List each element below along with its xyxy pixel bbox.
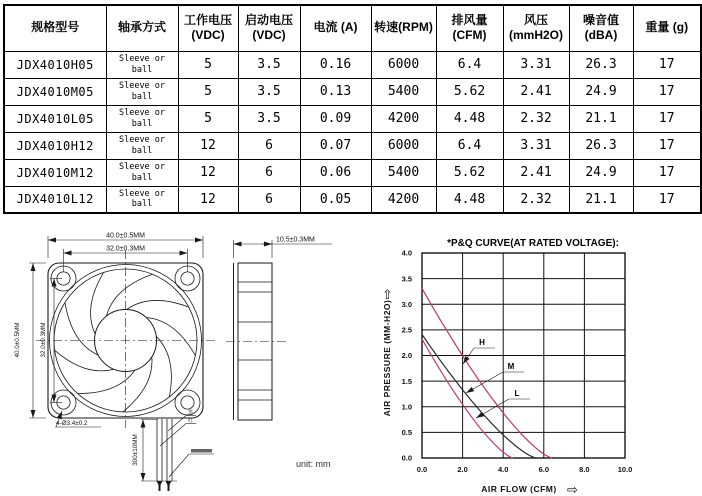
svg-text:4.0: 4.0 <box>497 465 509 474</box>
col-header: 规格型号 <box>4 5 106 51</box>
table-cell: 5400 <box>371 78 436 105</box>
dim-hole-spacing-h: 32.0±0.3MM <box>106 245 145 253</box>
svg-text:2.0: 2.0 <box>457 465 468 474</box>
table-cell: 3.31 <box>503 51 569 78</box>
table-cell: JDX4010M05 <box>4 78 106 105</box>
wire-label-1: 黑 <box>188 410 194 416</box>
table-cell: 3.31 <box>503 132 569 159</box>
curve-label-H: H <box>479 338 485 347</box>
table-cell: 2.32 <box>503 186 569 213</box>
table-cell: 5400 <box>371 159 436 186</box>
table-row <box>4 51 701 78</box>
curve-L <box>422 339 513 458</box>
technical-drawing-and-chart <box>0 225 702 496</box>
table-cell: JDX4010L12 <box>4 186 106 213</box>
table-cell: 6.4 <box>436 51 503 78</box>
table-cell: JDX4010M12 <box>4 159 106 186</box>
table-cell: 17 <box>633 159 701 186</box>
table-cell: 12 <box>178 159 238 186</box>
col-header: 重量 (g) <box>633 5 701 51</box>
wire-label-2: 红 <box>188 418 194 424</box>
table-cell: Sleeve or ball <box>106 51 178 78</box>
table-header-row <box>4 5 701 51</box>
table-cell: 21.1 <box>569 105 633 132</box>
dim-thickness: 10.5±0.3MM <box>276 236 315 244</box>
table-cell: 0.07 <box>300 132 371 159</box>
pressure-arrow-icon: ⇧ <box>382 287 393 302</box>
table-cell: 0.16 <box>300 51 371 78</box>
curve-label-L: L <box>514 389 520 398</box>
table-cell: 5 <box>178 78 238 105</box>
table-cell: 0.05 <box>300 186 371 213</box>
tiny-note <box>191 449 212 453</box>
x-axis-label: AIR FLOW (CFM) <box>481 484 557 494</box>
svg-text:0.0: 0.0 <box>401 453 412 463</box>
table-cell: 3.5 <box>238 78 300 105</box>
table-cell: 12 <box>178 186 238 213</box>
table-cell: 2.41 <box>503 159 569 186</box>
table-cell: 6000 <box>371 51 436 78</box>
table-cell: 21.1 <box>569 186 633 213</box>
dim-mounting-holes: 4-Ø3.4±0.2 <box>56 420 88 427</box>
table-cell: 5 <box>178 105 238 132</box>
svg-text:0.0: 0.0 <box>416 465 428 474</box>
table-cell: 6 <box>238 186 300 213</box>
table-cell: 5.62 <box>436 159 503 186</box>
dim-wire-length: 300±10MM <box>132 434 139 466</box>
table-cell: 6 <box>238 159 300 186</box>
col-header: 电流 (A) <box>300 5 371 51</box>
table-cell: 17 <box>633 51 701 78</box>
dim-hole-spacing-v: 32.0±0.3MM <box>40 322 47 358</box>
airflow-arrow-icon: ⇨ <box>567 482 578 496</box>
table-cell: Sleeve or ball <box>106 186 178 213</box>
table-cell: 6000 <box>371 132 436 159</box>
col-header: 工作电压 (VDC) <box>178 5 238 51</box>
table-cell: 6.4 <box>436 132 503 159</box>
table-cell: 17 <box>633 105 701 132</box>
table-row <box>4 78 701 105</box>
table-row <box>4 105 701 132</box>
table-cell: 17 <box>633 78 701 105</box>
dim-height: 40.0±0.5MM <box>14 322 21 358</box>
table-cell: 26.3 <box>569 51 633 78</box>
table-row <box>4 186 701 213</box>
svg-text:10.0: 10.0 <box>617 465 633 474</box>
table-cell: JDX4010H05 <box>4 51 106 78</box>
col-header: 噪音值 (dBA) <box>569 5 633 51</box>
svg-text:4.0: 4.0 <box>401 248 412 258</box>
svg-text:6.0: 6.0 <box>538 465 550 474</box>
table-cell: 3.5 <box>238 51 300 78</box>
col-header: 启动电压 (VDC) <box>238 5 300 51</box>
table-cell: 0.09 <box>300 105 371 132</box>
table-row <box>4 132 701 159</box>
spec-table-body <box>4 51 701 213</box>
table-cell: 24.9 <box>569 159 633 186</box>
svg-text:2.5: 2.5 <box>401 325 412 335</box>
table-cell: JDX4010L05 <box>4 105 106 132</box>
table-cell: 4.48 <box>436 105 503 132</box>
col-header: 排风量 (CFM) <box>436 5 503 51</box>
svg-text:0.5: 0.5 <box>401 428 412 438</box>
col-header: 转速(RPM) <box>371 5 436 51</box>
table-cell: 5 <box>178 51 238 78</box>
svg-text:1.5: 1.5 <box>401 376 412 386</box>
table-cell: Sleeve or ball <box>106 132 178 159</box>
svg-text:3.0: 3.0 <box>401 299 412 309</box>
table-cell: Sleeve or ball <box>106 159 178 186</box>
chart-title: *P&Q CURVE(AT RATED VOLTAGE): <box>447 238 619 249</box>
table-cell: 24.9 <box>569 78 633 105</box>
table-cell: Sleeve or ball <box>106 78 178 105</box>
fan-side-view <box>226 237 332 421</box>
table-cell: 17 <box>633 186 701 213</box>
table-cell: 2.32 <box>503 105 569 132</box>
dim-width: 40.0±0.5MM <box>106 232 145 240</box>
fan-blades <box>55 272 196 412</box>
table-row <box>4 159 701 186</box>
table-cell: 17 <box>633 132 701 159</box>
table-cell: 5.62 <box>436 78 503 105</box>
table-cell: 4.48 <box>436 186 503 213</box>
table-cell: 4200 <box>371 105 436 132</box>
svg-text:3.5: 3.5 <box>401 274 412 284</box>
svg-text:8.0: 8.0 <box>579 465 590 474</box>
chart-curve-labels <box>463 338 530 418</box>
table-cell: 26.3 <box>569 132 633 159</box>
unit-note: unit: mm <box>296 459 331 469</box>
col-header: 轴承方式 <box>106 5 178 51</box>
col-header: 风压 (mmH2O) <box>503 5 569 51</box>
table-cell: 2.41 <box>503 78 569 105</box>
spec-table <box>3 4 702 214</box>
table-cell: Sleeve or ball <box>106 105 178 132</box>
svg-text:2.0: 2.0 <box>401 351 412 361</box>
pq-chart <box>382 238 632 496</box>
table-cell: 12 <box>178 132 238 159</box>
svg-text:1.0: 1.0 <box>401 402 412 412</box>
fan-front-view <box>14 233 215 492</box>
table-cell: 3.5 <box>238 105 300 132</box>
table-cell: 6 <box>238 132 300 159</box>
table-cell: JDX4010H12 <box>4 132 106 159</box>
y-axis-label: AIR PRESSURE (MM-H2O) <box>382 299 392 417</box>
table-cell: 0.13 <box>300 78 371 105</box>
chart-ticks <box>402 249 633 474</box>
curve-label-M: M <box>507 362 515 371</box>
table-cell: 0.06 <box>300 159 371 186</box>
chart-grid <box>422 253 625 458</box>
table-cell: 4200 <box>371 186 436 213</box>
